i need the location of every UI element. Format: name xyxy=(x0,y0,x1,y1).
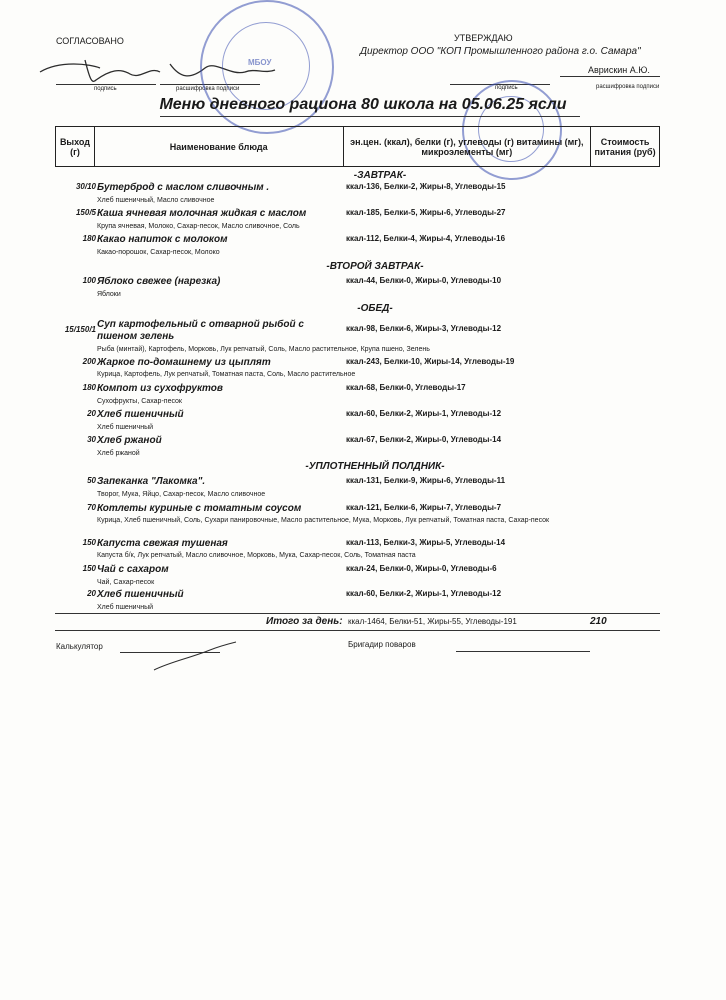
item-yield: 180 xyxy=(82,234,96,243)
item-nutrition: ккал-24, Белки-0, Жиры-0, Углеводы-6 xyxy=(346,564,497,573)
item-yield: 15/150/1 xyxy=(64,325,96,334)
total-divider-bottom xyxy=(55,630,660,631)
total-label: Итого за день: xyxy=(266,616,343,627)
item-ingredients: Рыба (минтай), Картофель, Морковь, Лук репчатый, Соль, Масло растительное, Крупа пшено, Зелень xyxy=(97,346,430,353)
chef-sign-line xyxy=(456,651,590,652)
item-yield: 150/5 xyxy=(75,208,96,217)
chef-label: Бригадир поваров xyxy=(348,640,416,649)
col-cost: Стоимость питания (руб) xyxy=(591,127,660,167)
item-name: Бутерброд с маслом сливочным . xyxy=(97,182,270,193)
decode-caption-right: расшифровка подписи xyxy=(596,84,660,90)
item-nutrition: ккал-112, Белки-4, Жиры-4, Углеводы-16 xyxy=(346,234,506,243)
item-ingredients: Сухофрукты, Сахар-песок xyxy=(97,398,182,405)
item-name: Запеканка "Лакомка". xyxy=(97,476,206,487)
col-nutrition: эн.цен. (ккал), белки (г), углеводы (г) витамины (мг), микроэлементы (мг) xyxy=(343,127,591,167)
item-name: Хлеб ржаной xyxy=(97,435,162,446)
item-ingredients: Чай, Сахар-песок xyxy=(97,579,155,586)
item-name: Хлеб пшеничный xyxy=(97,409,184,420)
item-yield: 20 xyxy=(87,589,96,598)
item-nutrition: ккал-60, Белки-2, Жиры-1, Углеводы-12 xyxy=(346,589,502,598)
item-yield: 70 xyxy=(87,503,96,512)
director-name-line xyxy=(560,76,660,77)
col-dish: Наименование блюда xyxy=(94,127,343,167)
item-nutrition: ккал-67, Белки-2, Жиры-0, Углеводы-14 xyxy=(346,435,502,444)
item-name: Компот из сухофруктов xyxy=(97,383,223,394)
director-title: Директор ООО "КОП Промышленного района г.о. Самара" xyxy=(360,46,641,57)
director-name: Аврискин А.Ю. xyxy=(588,65,650,75)
item-name: Жаркое по-домашнему из цыплят xyxy=(97,357,271,368)
item-yield: 180 xyxy=(82,383,96,392)
item-ingredients: Хлеб пшеничный xyxy=(97,604,154,611)
item-yield: 200 xyxy=(82,357,96,366)
total-nutrition: ккал-1464, Белки-51, Жиры-55, Углеводы-191 xyxy=(348,617,517,626)
item-yield: 100 xyxy=(82,276,96,285)
item-yield: 30/10 xyxy=(75,182,96,191)
section-title: -ЗАВТРАК- xyxy=(353,170,407,181)
total-cost: 210 xyxy=(590,616,607,627)
item-yield: 150 xyxy=(82,564,96,573)
item-name: Капуста свежая тушеная xyxy=(97,538,228,549)
item-name: Какао напиток с молоком xyxy=(97,234,228,245)
calculator-signature xyxy=(150,640,240,674)
stamp-left-text: МБОУ xyxy=(248,58,272,67)
item-ingredients: Капуста б/к, Лук репчатый, Масло сливочное, Морковь, Мука, Сахар-песок, Соль, Томатная паста xyxy=(97,552,416,559)
item-yield: 20 xyxy=(87,409,96,418)
item-ingredients: Яблоки xyxy=(97,291,121,298)
item-ingredients: Какао-порошок, Сахар-песок, Молоко xyxy=(97,249,220,256)
item-name: Суп картофельный с отварной рыбой с пшеном зелень xyxy=(97,319,304,342)
approved-label: УТВЕРЖДАЮ xyxy=(454,33,513,43)
item-nutrition: ккал-113, Белки-3, Жиры-5, Углеводы-14 xyxy=(346,538,506,547)
calculator-label: Калькулятор xyxy=(56,642,103,651)
item-nutrition: ккал-68, Белки-0, Углеводы-17 xyxy=(346,383,466,392)
signature-caption-right: подпись xyxy=(495,85,518,91)
item-nutrition: ккал-44, Белки-0, Жиры-0, Углеводы-10 xyxy=(346,276,502,285)
page-title: Меню дневного рациона 80 школа на 05.06.25 ясли xyxy=(159,96,567,113)
item-name: Чай с сахаром xyxy=(97,564,169,575)
item-nutrition: ккал-185, Белки-5, Жиры-6, Углеводы-27 xyxy=(346,208,506,217)
total-divider xyxy=(55,613,660,614)
item-name: Каша ячневая молочная жидкая с маслом xyxy=(97,208,307,219)
section-title: -ОБЕД- xyxy=(357,303,393,314)
item-yield: 50 xyxy=(87,476,96,485)
title-underline xyxy=(160,116,580,117)
section-title: -УПЛОТНЕННЫЙ ПОЛДНИК- xyxy=(305,461,445,472)
item-ingredients: Курица, Хлеб пшеничный, Соль, Сухари панировочные, Масло растительное, Мука, Морковь, Лук репчатый, Томатная паста, Сахар-песок xyxy=(97,517,550,524)
item-nutrition: ккал-136, Белки-2, Жиры-8, Углеводы-15 xyxy=(346,182,506,191)
item-yield: 30 xyxy=(87,435,96,444)
menu-header-table xyxy=(55,126,660,167)
item-nutrition: ккал-243, Белки-10, Жиры-14, Углеводы-19 xyxy=(346,357,515,366)
item-nutrition: ккал-98, Белки-6, Жиры-3, Углеводы-12 xyxy=(346,324,502,333)
item-ingredients: Хлеб пшеничный, Масло сливочное xyxy=(97,197,215,204)
signature-caption: подпись xyxy=(94,86,117,92)
item-nutrition: ккал-60, Белки-2, Жиры-1, Углеводы-12 xyxy=(346,409,502,418)
item-ingredients: Хлеб ржаной xyxy=(97,450,140,457)
item-name: Хлеб пшеничный xyxy=(97,589,184,600)
item-nutrition: ккал-131, Белки-9, Жиры-6, Углеводы-11 xyxy=(346,476,506,485)
item-ingredients: Творог, Мука, Яйцо, Сахар-песок, Масло сливочное xyxy=(97,491,266,498)
decode-caption: расшифровка подписи xyxy=(176,86,240,92)
item-ingredients: Курица, Картофель, Лук репчатый, Томатная паста, Соль, Масло растительное xyxy=(97,371,356,378)
item-name: Котлеты куриные с томатным соусом xyxy=(97,503,302,514)
section-title: -ВТОРОЙ ЗАВТРАК- xyxy=(326,261,424,272)
col-yield: Выход (г) xyxy=(56,127,95,167)
item-nutrition: ккал-121, Белки-6, Жиры-7, Углеводы-7 xyxy=(346,503,502,512)
item-ingredients: Хлеб пшеничный xyxy=(97,424,154,431)
item-name: Яблоко свежее (нарезка) xyxy=(97,276,221,287)
item-ingredients: Крупа ячневая, Молоко, Сахар-песок, Масло сливочное, Соль xyxy=(97,223,300,230)
item-yield: 150 xyxy=(82,538,96,547)
agreed-label: СОГЛАСОВАНО xyxy=(56,36,124,46)
